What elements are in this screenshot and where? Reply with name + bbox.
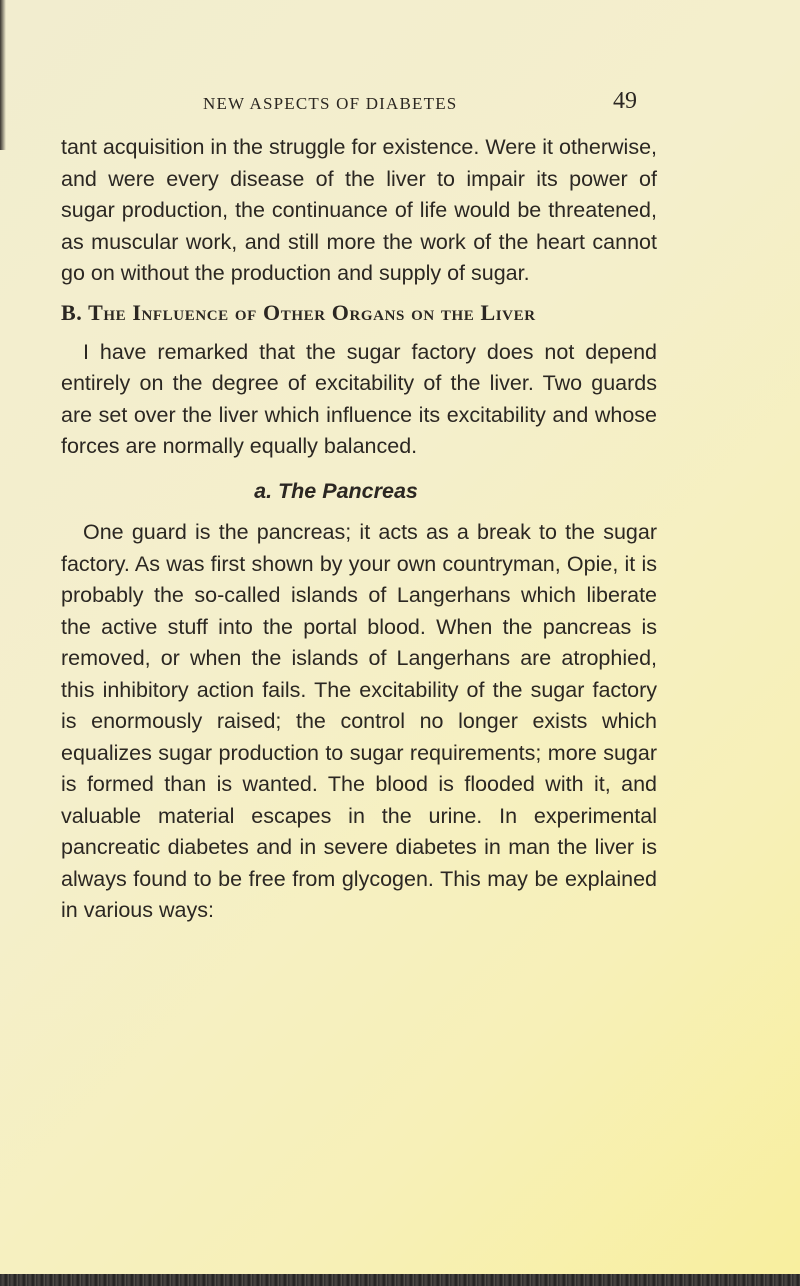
section-heading-b: B. The Influence of Other Organs on the Liver: [61, 299, 536, 325]
book-page: [61, 88, 657, 927]
page-edge-shadow: [0, 0, 6, 150]
paragraph-continuation: tant acquisition in the struggle for existence. Were it otherwise, and were every disease of the liver to impair its power of sugar production, the continuance of life would be threatened, as muscular work, and still more the work of the heart cannot go on without the production and supply of sugar.: [61, 135, 657, 285]
page-edge-bottom: [0, 1274, 800, 1286]
running-head: [61, 88, 657, 128]
paragraph-pancreas: One guard is the pancreas; it acts as a break to the sugar factory. As was first shown by your own countryman, Opie, it is probably the so-called islands of Langerhans which liberate the active stuff into the portal blood. When the pancreas is removed, or when the islands of Langerhans are atrophied, this inhibitory action fails. The excitability of the sugar factory is enormously raised; the control no longer exists which equalizes sugar production to sugar requirements; more sugar is formed than is wanted. The blood is flooded with it, and valuable material escapes in the urine. In experimental pancreatic diabetes and in severe diabetes in man the liver is always found to be free from glycogen. This may be explained in various ways:: [61, 520, 657, 922]
page-number: 49: [613, 88, 637, 114]
running-head-title: NEW ASPECTS OF DIABETES: [203, 94, 458, 113]
paragraph-section-b: I have remarked that the sugar factory does not depend entirely on the degree of excitability of the liver. Two guards are set over the liver which influence its excitability and whose forces are normally equally balanced.: [61, 339, 657, 458]
subsection-heading-pancreas: a. The Pancreas: [254, 478, 418, 503]
